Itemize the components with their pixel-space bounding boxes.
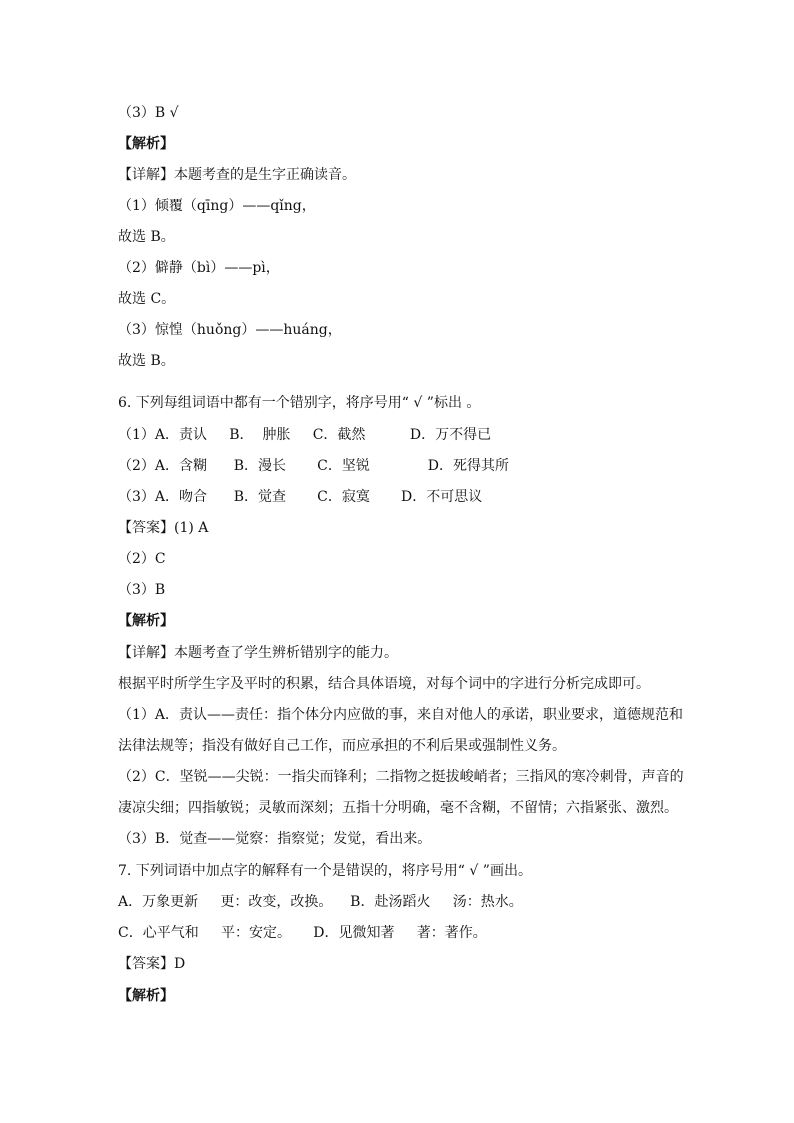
text-line: 【详解】本题考查了学生辨析错别字的能力。 — [118, 645, 398, 661]
text-line: （3）B — [118, 582, 166, 598]
answer-label: 【答案】(1) A — [118, 520, 209, 536]
text-line: 根据平时所学生字及平时的积累，结合具体语境，对每个词中的字进行分析完成即可。 — [118, 676, 650, 692]
text-line: （2）僻静（bì）——pì， — [118, 260, 280, 276]
text-line: 凄凉尖细；四指敏锐；灵敏而深刻；五指十分明确，毫不含糊，不留情；六指紧张、激烈。 — [118, 800, 678, 816]
question-6-option-2: （2）A．含糊 B．漫长 C．坚锐 D．死得其所 — [118, 458, 509, 474]
text-line: （3）B √ — [118, 105, 179, 121]
text-line: 故选 C。 — [118, 291, 176, 307]
question-7-options-cd: C．心平气和 平：安定。 D．见微知著 著：著作。 — [118, 925, 487, 941]
text-line: （1）A．责认——责任：指个体分内应做的事，来自对他人的承诺，职业要求，道德规范和 — [118, 707, 684, 723]
text-line: （3）惊惶（huǒng）——huáng， — [118, 322, 342, 338]
section-label: 【解析】 — [118, 613, 174, 629]
text-line: 法律法规等；指没有做好自己工作，而应承担的不利后果或强制性义务。 — [118, 738, 566, 754]
text-line: （2）C — [118, 551, 166, 567]
section-label: 【解析】 — [118, 988, 174, 1004]
text-line: 【详解】本题考查的是生字正确读音。 — [118, 167, 356, 183]
text-line: （1）倾覆（qīng）——qǐng， — [118, 198, 316, 214]
section-label: 【解析】 — [118, 136, 174, 152]
question-7: 7. 下列词语中加点字的解释有一个是错误的，将序号用“ √ ”画出。 — [118, 863, 532, 879]
question-6-option-1: （1）A．责认 B． 肿胀 C．截然 D．万不得已 — [118, 427, 492, 443]
answer-label: 【答案】D — [118, 956, 186, 972]
text-line: （2）C．坚锐——尖锐：一指尖而锋利；二指物之挺拔峻峭者；三指风的寒冷刺骨，声音的 — [118, 769, 684, 785]
text-line: 故选 B。 — [118, 353, 175, 369]
question-6: 6. 下列每组词语中都有一个错别字，将序号用“ √ ”标出 。 — [118, 395, 481, 411]
question-7-options-ab: A．万象更新 更：改变，改换。 B．赴汤蹈火 汤：热水。 — [118, 894, 523, 910]
text-line: 故选 B。 — [118, 229, 175, 245]
question-6-option-3: （3）A．吻合 B．觉查 C．寂寞 D．不可思议 — [118, 489, 483, 505]
text-line: （3）B．觉查——觉察：指察觉；发觉，看出来。 — [118, 831, 432, 847]
